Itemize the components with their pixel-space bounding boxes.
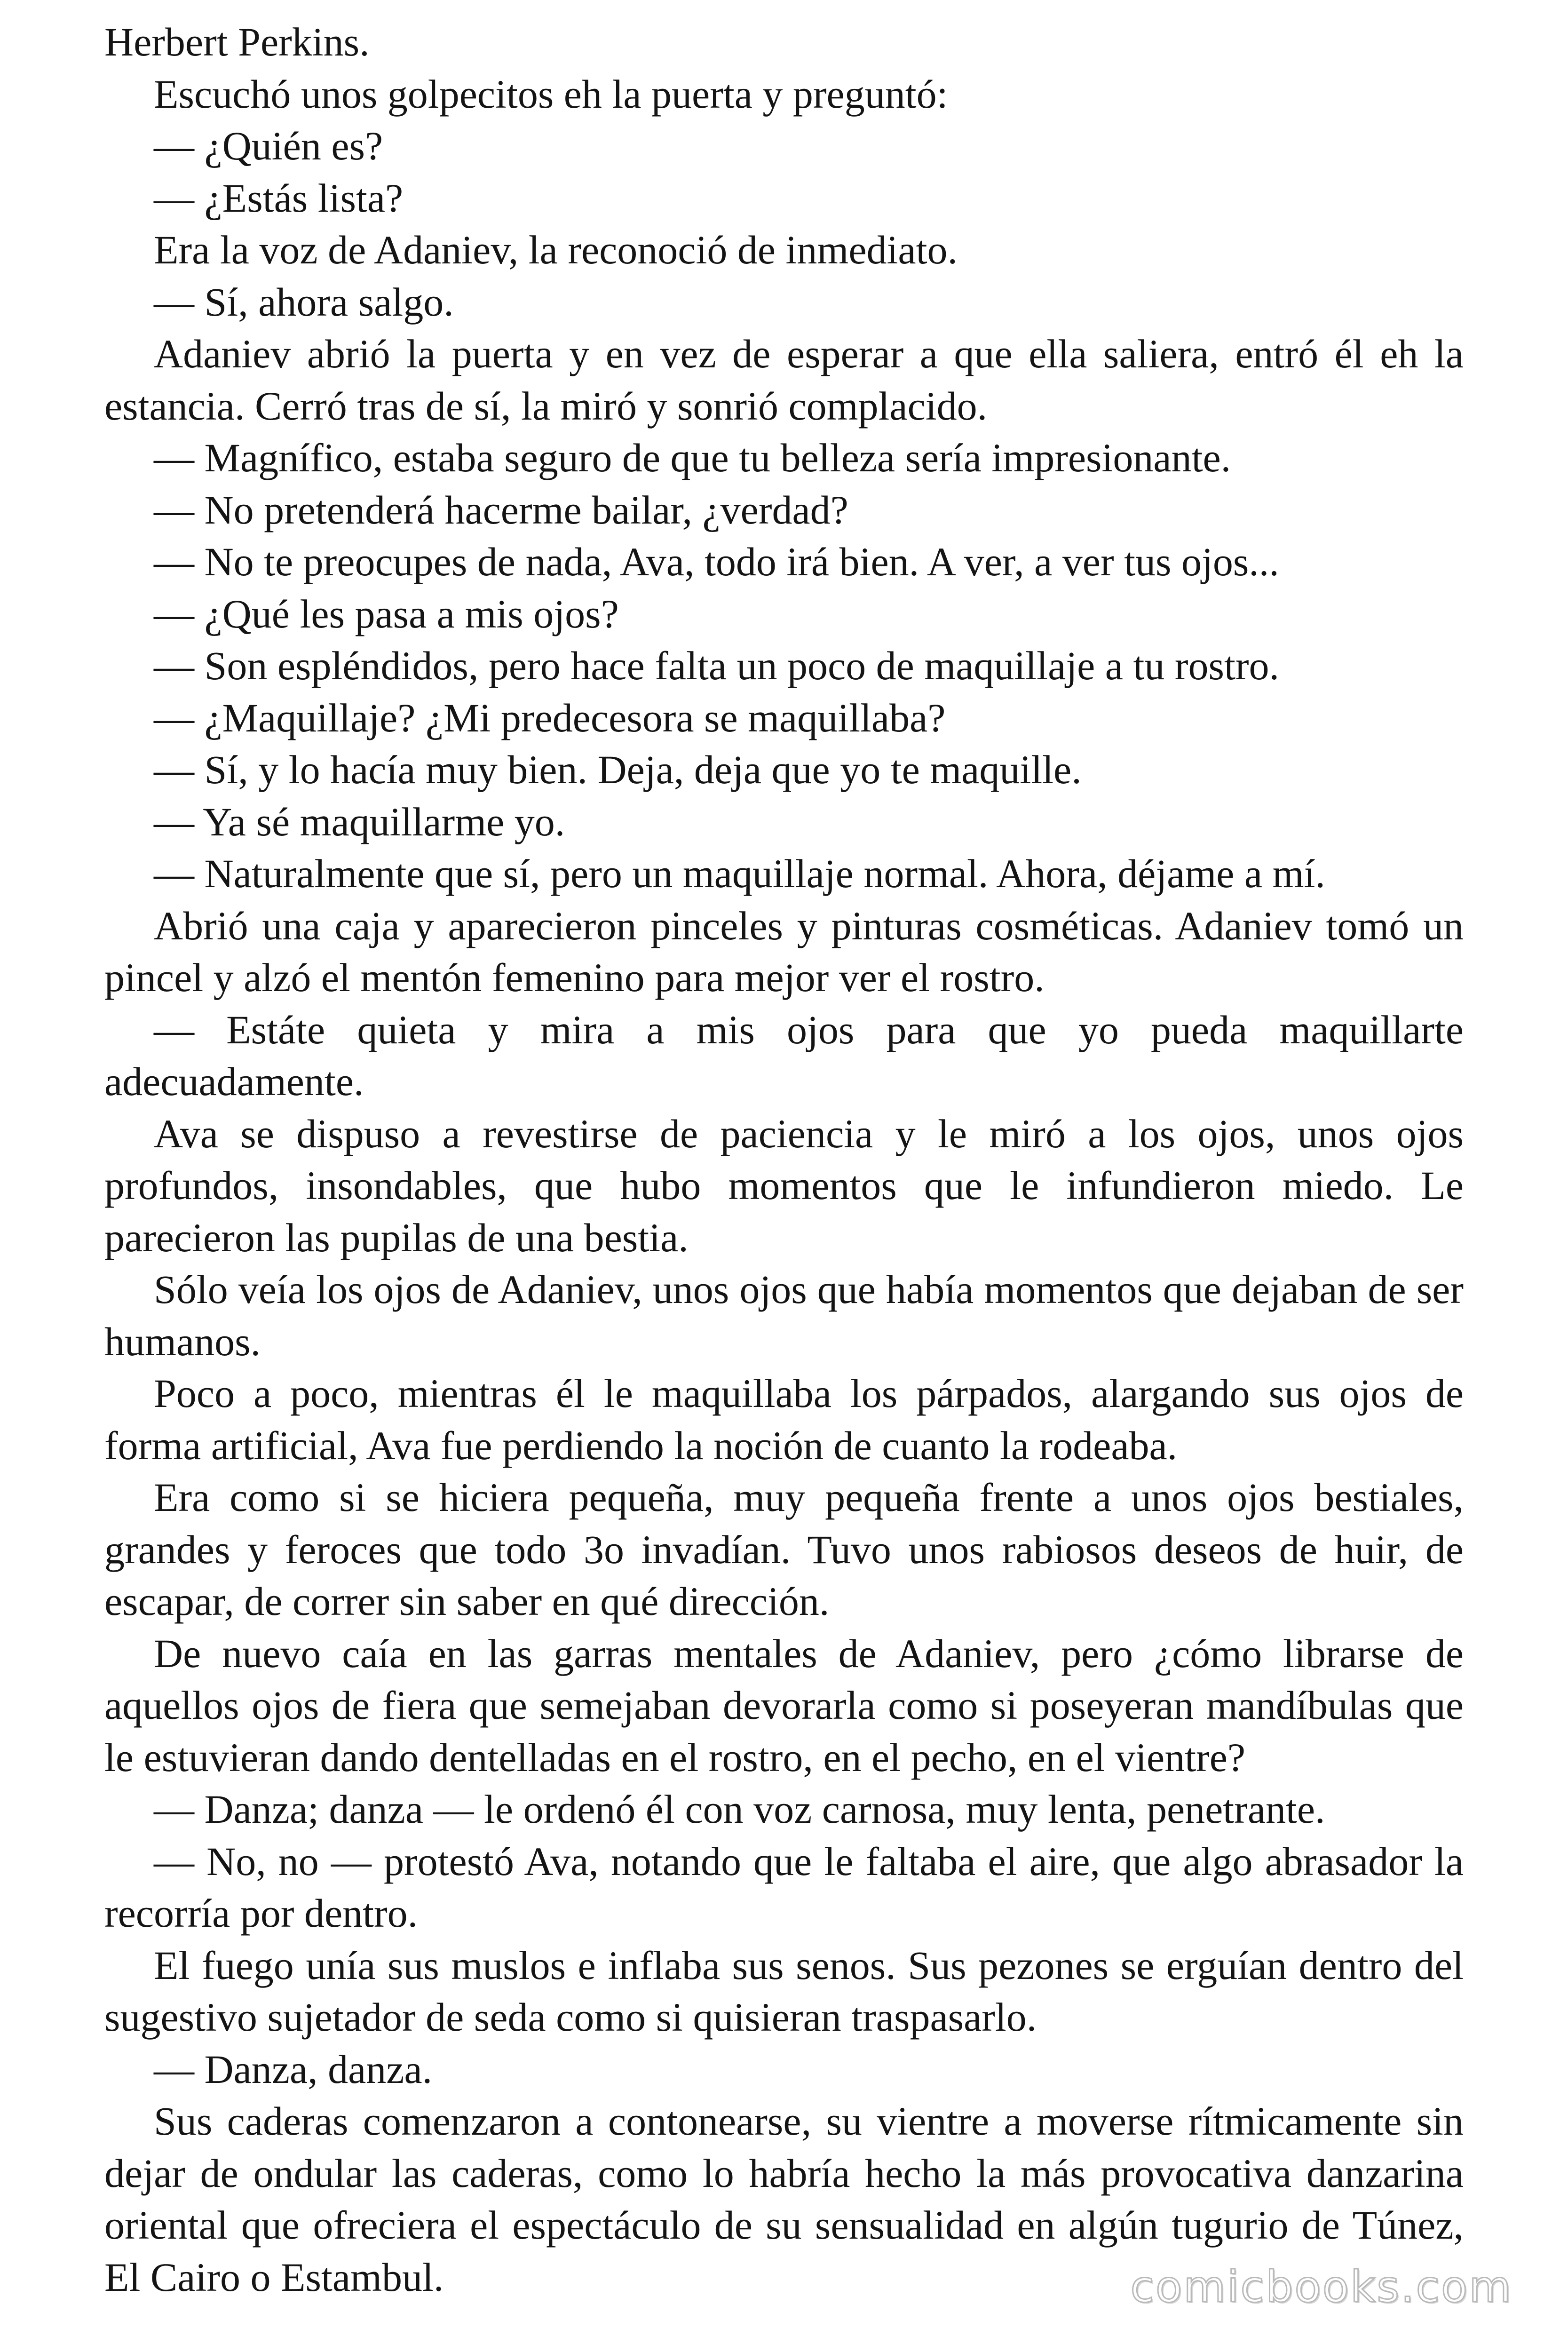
dialogue-line: — ¿Maquillaje? ¿Mi predecesora se maquillaba? <box>154 695 946 740</box>
paragraph: Abrió una caja y aparecieron pinceles y pinturas cosméticas. Adaniev tomó un pincel y alzó el mentón femenino para mejor ver el rostro. <box>104 903 1464 1000</box>
paragraph: Herbert Perkins. <box>104 19 370 64</box>
dialogue-line: — Naturalmente que sí, pero un maquillaje normal. Ahora, déjame a mí. <box>154 851 1325 896</box>
paragraph: El fuego unía sus muslos e inflaba sus senos. Sus pezones se erguían dentro del sugestivo sujetador de seda como si quisieran traspasarlo. <box>104 1942 1464 2040</box>
book-page <box>104 16 1464 2303</box>
dialogue-line: — Danza, danza. <box>154 2046 433 2092</box>
paragraph: Escuchó unos golpecitos eh la puerta y preguntó: <box>154 71 948 117</box>
dialogue-line: — No, no — protestó Ava, notando que le faltaba el aire, que algo abrasador la recorría por dentro. <box>104 1838 1464 1936</box>
dialogue-line: — Estáte quieta y mira a mis ojos para que yo pueda maquillarte adecuadamente. <box>104 1007 1464 1104</box>
dialogue-line: — Ya sé maquillarme yo. <box>154 799 565 844</box>
paragraph: Sólo veía los ojos de Adaniev, unos ojos que había momentos que dejaban de ser humanos. <box>104 1267 1464 1364</box>
paragraph: Sus caderas comenzaron a contonearse, su vientre a moverse rítmicamente sin dejar de ondular las caderas, como lo habría hecho la más provocativa danzarina oriental que ofreciera el espectáculo de su sensualidad en algún tugurio de Túnez, El Cairo o Estambul. <box>104 2098 1464 2300</box>
paragraph: De nuevo caía en las garras mentales de Adaniev, pero ¿cómo librarse de aquellos ojos de fiera que semejaban devorarla como si poseyeran mandíbulas que le estuvieran dando dentelladas en el rostro, en el pecho, en el vientre? <box>104 1630 1464 1780</box>
paragraph: Adaniev abrió la puerta y en vez de esperar a que ella saliera, entró él eh la estancia. Cerró tras de sí, la miró y sonrió complacido. <box>104 331 1464 429</box>
dialogue-line: — Danza; danza — le ordenó él con voz carnosa, muy lenta, penetrante. <box>154 1787 1325 1832</box>
dialogue-line: — ¿Qué les pasa a mis ojos? <box>154 591 619 636</box>
paragraph: Era como si se hiciera pequeña, muy pequeña frente a unos ojos bestiales, grandes y feroces que todo 3o invadían. Tuvo unos rabiosos deseos de huir, de escapar, de correr sin saber en qué dirección. <box>104 1475 1464 1624</box>
paragraph: Ava se dispuso a revestirse de paciencia y le miró a los ojos, unos ojos profundos, insondables, que hubo momentos que le infundieron miedo. Le parecieron las pupilas de una bestia. <box>104 1111 1464 1260</box>
paragraph: Poco a poco, mientras él le maquillaba los párpados, alargando sus ojos de forma artificial, Ava fue perdiendo la noción de cuanto la rodeaba. <box>104 1371 1464 1468</box>
dialogue-line: — No te preocupes de nada, Ava, todo irá bien. A ver, a ver tus ojos... <box>154 539 1279 584</box>
dialogue-line: — Sí, ahora salgo. <box>154 279 454 325</box>
dialogue-line: — No pretenderá hacerme bailar, ¿verdad? <box>154 487 848 532</box>
dialogue-line: — ¿Estás lista? <box>154 175 404 221</box>
paragraph: Era la voz de Adaniev, la reconoció de inmediato. <box>154 227 958 272</box>
dialogue-line: — Sí, y lo hacía muy bien. Deja, deja que yo te maquille. <box>154 747 1082 792</box>
dialogue-line: — Magnífico, estaba seguro de que tu belleza sería impresionante. <box>154 435 1231 480</box>
watermark: comicbooks.com <box>1130 2262 1513 2312</box>
dialogue-line: — Son espléndidos, pero hace falta un poco de maquillaje a tu rostro. <box>154 643 1280 688</box>
dialogue-line: — ¿Quién es? <box>154 123 383 168</box>
